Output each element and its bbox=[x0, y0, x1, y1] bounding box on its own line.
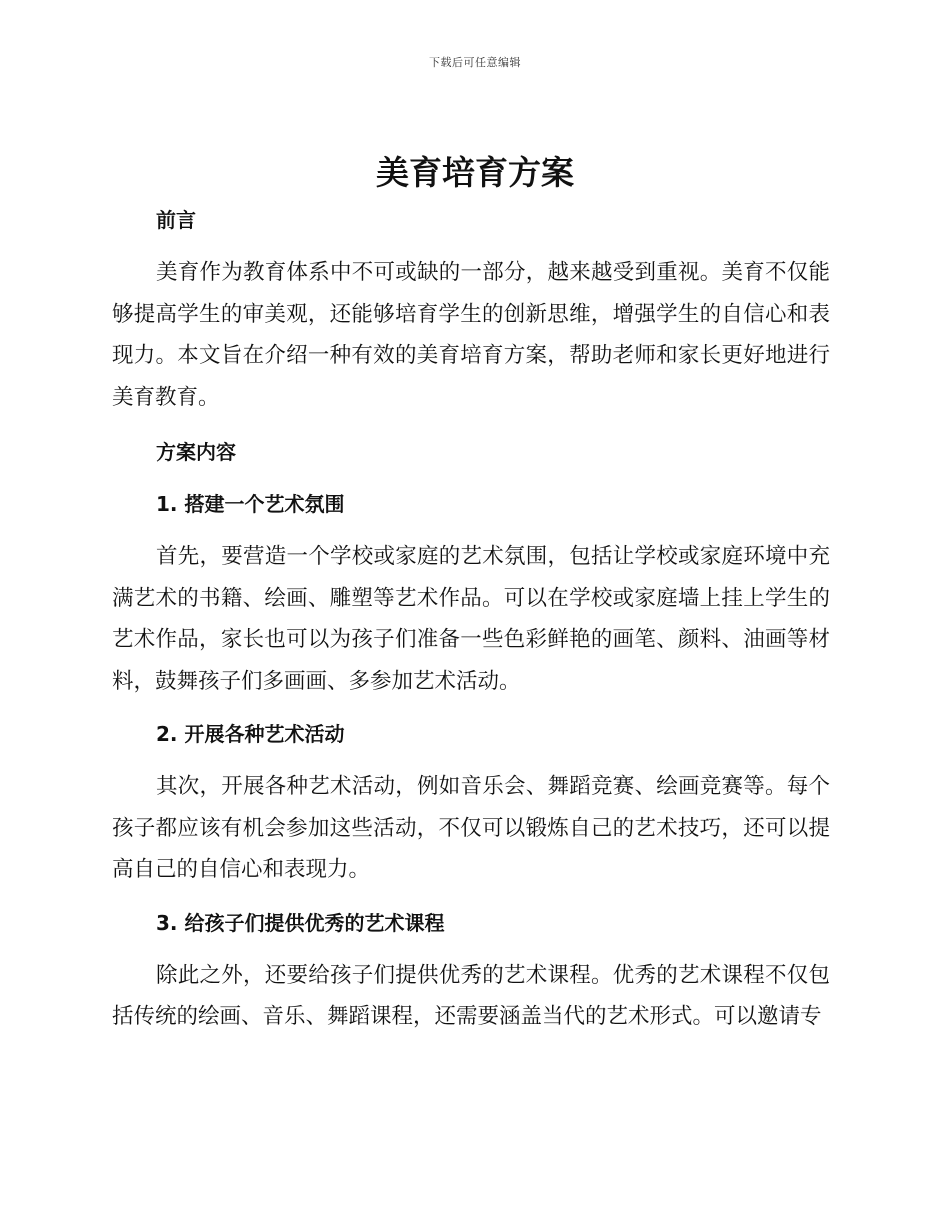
preface-heading: 前言 bbox=[156, 208, 196, 232]
item1-heading: 1. 搭建一个艺术氛围 bbox=[156, 492, 345, 516]
item2-heading: 2. 开展各种艺术活动 bbox=[156, 722, 345, 746]
preface-paragraph: 美育作为教育体系中不可或缺的一部分，越来越受到重视。美育不仅能够提高学生的审美观，还能够培育学生的创新思维，增强学生的自信心和表现力。本文旨在介绍一种有效的美育培育方案，帮助老师和家长更好地进行美育教育。 bbox=[112, 260, 830, 410]
item3-heading: 3. 给孩子们提供优秀的艺术课程 bbox=[156, 910, 445, 935]
plan-heading: 方案内容 bbox=[156, 440, 236, 464]
document-title: 美育培育方案 bbox=[376, 153, 574, 192]
document-body bbox=[112, 200, 830, 1038]
item1-paragraph: 首先，要营造一个学校或家庭的艺术氛围，包括让学校或家庭环境中充满艺术的书籍、绘画、雕塑等艺术作品。可以在学校或家庭墙上挂上学生的艺术作品，家长也可以为孩子们准备一些色彩鲜艳的画笔、颜料、油画等材料，鼓舞孩子们多画画、多参加艺术活动。 bbox=[112, 544, 830, 694]
header-note: 下载后可任意编辑 bbox=[429, 56, 521, 69]
item2-paragraph: 其次，开展各种艺术活动，例如音乐会、舞蹈竞赛、绘画竞赛等。每个孩子都应该有机会参加这些活动，不仅可以锻炼自己的艺术技巧，还可以提高自己的自信心和表现力。 bbox=[112, 774, 830, 882]
item3-paragraph: 除此之外，还要给孩子们提供优秀的艺术课程。优秀的艺术课程不仅包括传统的绘画、音乐、舞蹈课程，还需要涵盖当代的艺术形式。可以邀请专 bbox=[112, 962, 830, 1029]
